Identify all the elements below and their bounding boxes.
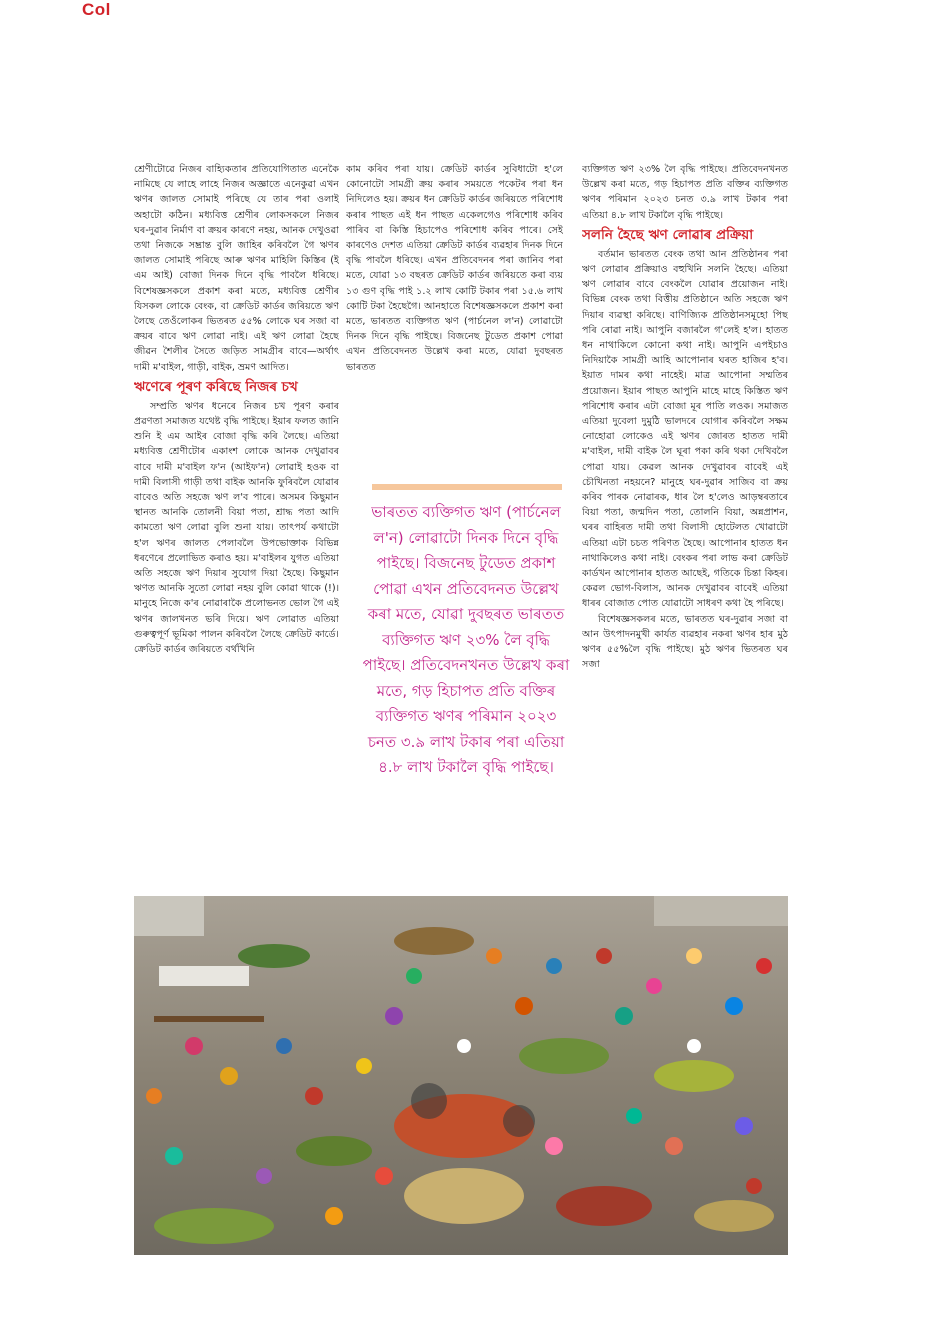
article-column-1 [134,162,339,894]
pull-quote-bar [372,484,562,490]
body-paragraph: শ্ৰেণীটোৱে নিজৰ বাহ্যিকতাৰ প্ৰতিযোগিতাত এনেকৈ নামিছে যে লাহে লাহে নিজৰ অজ্ঞাতে এনেকুৱা এখন ঋণৰ জালত সোমাই পৰিছে যে তাৰ পৰা ওলাই অহাটো কঠিন। মধ্যবিত্ত শ্ৰেণীৰ লোকসকলে নিজৰ ঘৰ-দুৱাৰ নিৰ্মাণ বা ক্ৰয়ৰ কাৰণে নহয়, আনক দেখুওৱা তথা নিজকে সম্ভ্ৰান্ত বুলি জাহিৰ কৰিবলৈ গৈ ঋণৰ জালত সোমাই পৰিছে আৰু ঋণৰ মাহিলি কিস্তিৰ (ই এম আই) বোজা দিনক দিনে বৃদ্ধি পাবলৈ ধৰিছে। বিশেষজ্ঞসকলে প্ৰকাশ কৰা মতে, মধ্যবিত্ত শ্ৰেণীৰ যিসকল লোকে বেংক, বা ক্ৰেডিট কাৰ্ডৰ জৰিয়তে ঋণ লৈছে তেওঁলোকৰ ভিতৰত ৫৫% লোকে ঘৰ সজা বা ক্ৰয়ৰ বাবে ঋণ লোৱা নাই। এই ঋণ লোৱা হৈছে জীৱন শৈলীৰ সৈতে জড়িত সামগ্ৰীৰ বাবে—অৰ্থাৎ দামী ম'বাইল, গাড়ী, বাইক, ভ্ৰমণ আদিত। [134,164,339,373]
article-column-2 [346,162,563,480]
section-label: Col [82,0,111,19]
body-paragraph: সম্প্ৰতি ঋণৰ ধনেৰে নিজৰ চখ পূৰণ কৰাৰ প্ৰৱণতা সমাজত যথেষ্ট বৃদ্ধি পাইছে। ইয়াৰ ফলত জানি শুনি ই এম আইৰ বোজা বৃদ্ধি কৰি লৈছে। এতিয়া মধ্যবিত্ত শ্ৰেণীটোৰ একাংশ লোকে আনক দেখুৱাবৰ বাবে দামী ম'বাইল ফ'ন (আইফ'ন) লোৱাই হওক বা দামী বিলাসী গাড়ী তথা বাইক আনকি ফুৰিবলৈ যোৱাৰ বাবেও অতি সহজে ঋণ ল'ব পাৰে। অসমৰ কিছুমান স্থানত আনকি তোলনী বিয়া পতা, শ্ৰাদ্ধ পতা আদি কামতো ঋণ লোৱা বুলি শুনা যায়। তাৎপৰ্য কথাটো হ'ল ঋণৰ জালত পেলাবলৈ উপভোক্তাক বিভিন্ন ধৰণেৰে প্ৰলোভিত কৰাও হয়। ম'বাইলৰ যুগত এতিয়া অতি সহজে ঋণ দিয়াৰ সুযোগ দিয়া হৈছে। কিছুমান ঋণত আনকি সুতো লোৱা নহয় বুলি কোৱা থাকে (!)। মানুহে নিজে ক'ৰ নোৱাৰাকৈ প্ৰলোভনত ভোল গৈ এই ঋণৰ জালখনত ভৰি দিয়ে। ঋণ লোৱাত এতিয়া গুৰুত্বপূৰ্ণ ভূমিকা পালন কৰিবলৈ লৈছে ক্ৰেডিট কাৰ্ডে। ক্ৰেডিট কাৰ্ডৰ জৰিয়তে বৰ্থখিনি [134,400,339,656]
pull-quote-text: ভাৰতত ব্যক্তিগত ঋণ (পাৰ্চনেল ল'ন) লোৱাটো দিনক দিনে বৃদ্ধি পাইছে। বিজনেছ টুডেত প্ৰকাশ পোৱা এখন প্ৰতিবেদনত উল্লেখ কৰা মতে, যোৱা দুবছৰত ভাৰতত ব্যক্তিগত ঋণ ২৩% লৈ বৃদ্ধি পাইছে। প্ৰতিবেদনখনত উল্লেখ কৰা মতে, গড় হিচাপত প্ৰতি বক্তিৰ ব্যক্তিগত ঋণৰ পৰিমান ২০২৩ চনত ৩.৯ লাখ টকাৰ পৰা এতিয়া ৪.৮ লাখ টকালৈ বৃদ্ধি পাইছে। [362,503,570,776]
body-paragraph: ব্যক্তিগত ঋণ ২৩% লৈ বৃদ্ধি পাইছে। প্ৰতিবেদনখনত উল্লেখ কৰা মতে, গড় হিচাপত প্ৰতি বক্তিৰ ব্যক্তিগত ঋণৰ পৰিমান ২০২৩ চনত ৩.৯ লাখ টকাৰ পৰা এতিয়া ৪.৮ লাখ টকালৈ বৃদ্ধি পাইছে। [582,164,788,221]
article-column-3 [582,162,788,894]
body-paragraph: বৰ্তমান ভাৰতত বেংক তথা আন প্ৰতিষ্ঠানৰ পৰা ঋণ লোৱাৰ প্ৰক্ৰিয়াও বহুখিনি সলনি হৈছে। এতিয়া ঋণ লোৱাৰ বাবে বেংকলৈ যোৱাৰ প্ৰয়োজন নাই। বিভিন্ন বেংক তথা বিত্তীয় প্ৰতিষ্ঠানে অতি সহজে ঋণ দিয়াৰ ব্যৱস্থা কৰিছে। বাণিজ্যিক প্ৰতিষ্ঠানসমূহো পিছ পৰি ৰোৱা নাই। আপুনি বজাৰলৈ গ'লেই হ'ল। হাতত ধন নাথাকিলে কোনো কথা নাই। আপুনি এপইচাও নিদিয়াকৈ সামগ্ৰী আহি আপোনাৰ ঘৰত হাজিৰ হ'ব। ইয়াত দামৰ কথা নাহেই। মাত্ৰ আপোনা সম্মতিৰ প্ৰয়োজন। ইয়াৰ পাছত আপুনি মাহে মাহে কিস্তিত ঋণ পৰিশোধ কৰাৰ এটা বোজা মূৰ পাতি লওক। সমাজত এতিয়া দুবেলা দুমুঠি ভালদৰে যোগাৰ কৰিবলৈ সক্ষম নোহোৱা লোকেও এই ঋণৰ জোৰত হাতত দামী ম'বাইল, দামী বাইক লৈ ঘূৰা পকা কৰি থকা দেখিবলৈ পোৱা যায়। কেৱল আনক দেখুৱাবৰ বাবেই এই চৌখিনতা নহয়নে? মানুহে ঘৰ-দুৱাৰ সাজিব বা ক্ৰয় কৰিব পাৰক নোৱাৰক, ধাৰ লৈ হ'লেও আড়ম্বৰতাৰে বিয়া পতা, জন্মদিন পতা, তোলনি বিয়া, অন্নপ্ৰাশন, ঘৰৰ বাহিৰত দামী তথা বিলাসী হোটেলত খোৱাটো এতিয়া এটা চচত পৰিণত হৈছে। আপোনাৰ হাতত ধন নাথাকিলেও কথা নাই। বেংকৰ পৰা লাভ কৰা ক্ৰেডিট কাৰ্ডখন আপোনাৰ হাতত আছেই, গতিকে চিন্তা কিহৰ। কেৱল ভোগ-বিলাস, আনক দেখুৱাবৰ বাবেই এতিয়া ধাৰৰ বোজাত পোত যোৱাটো সাধৰণ কথা হৈ পৰিছে। [582,248,788,610]
market-crowd-photo [134,896,788,1255]
subheading-loan-hobby: ঋণেৰে পূৰণ কৰিছে নিজৰ চখ [134,378,298,395]
subheading-loan-process: সলনি হৈছে ঋণ লোৱাৰ প্ৰক্ৰিয়া [582,226,754,243]
pull-quote [362,484,570,892]
body-paragraph: বিশেষজ্ঞসকলৰ মতে, ভাৰতত ঘৰ-দুৱাৰ সজা বা আন উৎপাদনমুখী কাৰ্যত ব্যৱহাৰ নকৰা ঋণৰ হাৰ মুঠ ঋণৰ ৫৫%লৈ বৃদ্ধি পাইছে। মুঠ ঋণৰ ভিতৰত ঘৰ সজা [582,613,788,671]
body-paragraph: কাম কৰিব পৰা যায়। ক্ৰেডিট কাৰ্ডৰ সুবিধাটো হ'লে কোনোটো সামগ্ৰী ক্ৰয় কৰাৰ সময়তে পকেটৰ পৰা ধন নিদিলেও হয়। ক্ৰয়ৰ ধন ক্ৰেডিট কাৰ্ডৰ জৰিয়তে পৰিশোধ কৰাৰ পাছত এই ধন পাছত একেলগেও পৰিশোধ কৰিব পাৰিব বা কিস্তি হিচাপেও পৰিশোধ কৰিব পাৰে। সেই কাৰণেও দেশত এতিয়া ক্ৰেডিট কাৰ্ডৰ ব্যৱহাৰ দিনক দিনে বৃদ্ধি পাবলৈ ধৰিছে। এখন প্ৰতিবেদনৰ পৰা জানিব পৰা মতে, যোৱা ১৩ বছৰত ক্ৰেডিট কাৰ্ডৰ জৰিয়তে কৰা ব্যয় ১৩ গুণ বৃদ্ধি পাই ১.২ লাখ কোটি টকাৰ পৰা ১৫.৬ লাখ কোটি টকা হৈছেগৈ। আনহাতে বিশেষজ্ঞসকলে প্ৰকাশ কৰা মতে, ভাৰতত ব্যক্তিগত ঋণ (পাৰ্চনেল ল'ন) লোৱাটো দিনক দিনে বৃদ্ধি পাইছে। বিজনেছ টুডেত প্ৰকাশ পোৱা এখন প্ৰতিবেদনত উল্লেখ কৰা মতে, যোৱা দুবছৰত ভাৰতত [346,164,563,373]
